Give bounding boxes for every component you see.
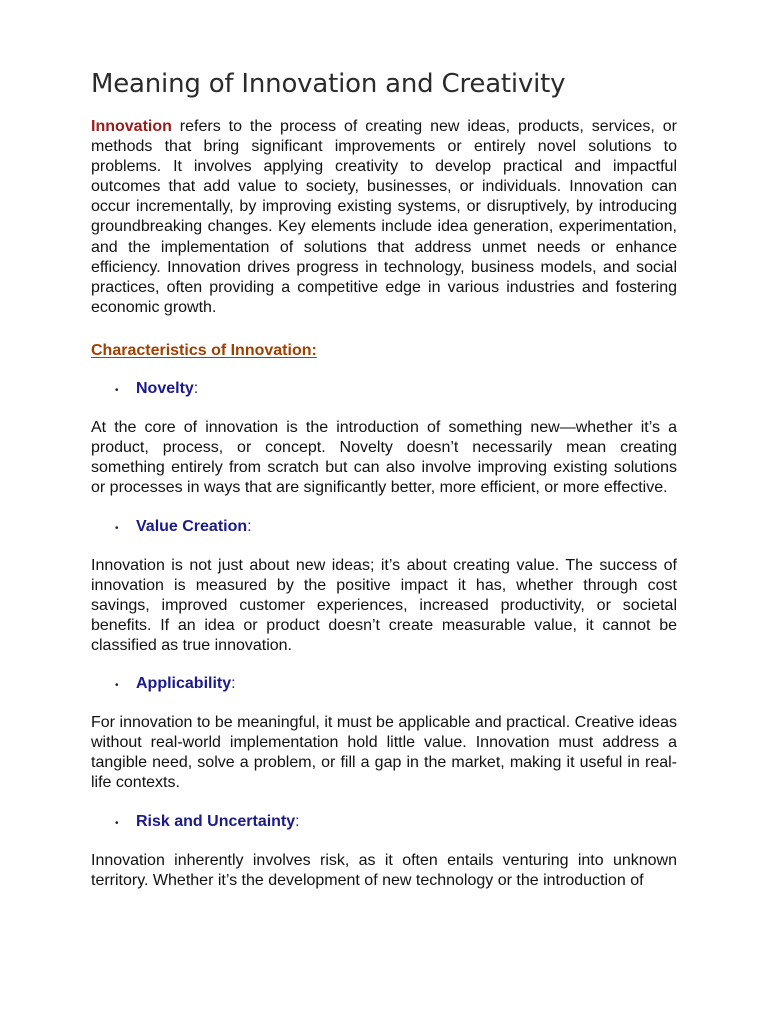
bullet-colon: : — [231, 675, 236, 693]
bullet-colon: : — [193, 380, 199, 398]
bullet-colon: : — [247, 517, 252, 535]
bullet-term: Risk and Uncertainty — [136, 812, 296, 830]
body-paragraph-risk-and-uncertainty: Innovation inherently involves risk, as it often entails venturing into unknown territory. Whether it’s the development of new technology or the introduction of — [91, 851, 677, 889]
bullet-item-applicability — [115, 674, 677, 696]
bullet-icon: • — [115, 385, 119, 397]
document-page — [91, 66, 677, 891]
bullet-term: Novelty — [136, 380, 194, 398]
bullet-item-risk-and-uncertainty — [115, 812, 677, 834]
body-paragraph-value-creation: Innovation is not just about new ideas; it’s about creating value. The success of innovation is measured by the positive impact it has, whether through cost savings, improved customer experiences, increased productivity, or societal benefits. If an idea or product doesn’t create measurable value, it cannot be classified as true innovation. — [91, 556, 677, 654]
body-paragraph-applicability: For innovation to be meaningful, it must be applicable and practical. Creative ideas without real-world implementation hold little value. Innovation must address a tangible need, solve a problem, or fill a gap in the market, making it useful in real-life contexts. — [91, 714, 677, 792]
page-title: Meaning of Innovation and Creativity — [91, 69, 566, 99]
intro-paragraph — [91, 117, 677, 318]
bullet-term: Applicability — [136, 675, 232, 693]
bullet-icon: • — [115, 817, 119, 829]
intro-text: refers to the process of creating new ideas, products, services, or methods that bring significant improvements or entirely novel solutions to problems. It involves applying creativity to develop practical and impactful outcomes that add value to society, businesses, or individuals. Innovation can occur incrementally, by improving existing systems, or disruptively, by introducing groundbreaking changes. Key elements include idea generation, experimentation, and the implementation of solutions that address unmet needs or enhance efficiency. Innovation drives progress in technology, business models, and social practices, often providing a competitive edge in various industries and fostering economic growth. — [91, 118, 677, 316]
bullet-icon: • — [115, 522, 119, 534]
bullet-icon: • — [115, 680, 119, 692]
bullet-term: Value Creation — [136, 517, 248, 535]
intro-lead-word: Innovation — [91, 118, 172, 135]
section-heading: Characteristics of Innovation: — [91, 341, 317, 359]
bullet-colon: : — [295, 812, 300, 830]
bullet-item-novelty — [115, 379, 677, 401]
body-paragraph-novelty: At the core of innovation is the introduction of something new—whether it’s a product, process, or concept. Novelty doesn’t necessarily mean creating something entirely from scratch but can also involve improving existing solutions or processes in ways that are significantly better, more efficient, or more effective. — [91, 419, 677, 497]
bullet-item-value-creation — [115, 517, 677, 539]
